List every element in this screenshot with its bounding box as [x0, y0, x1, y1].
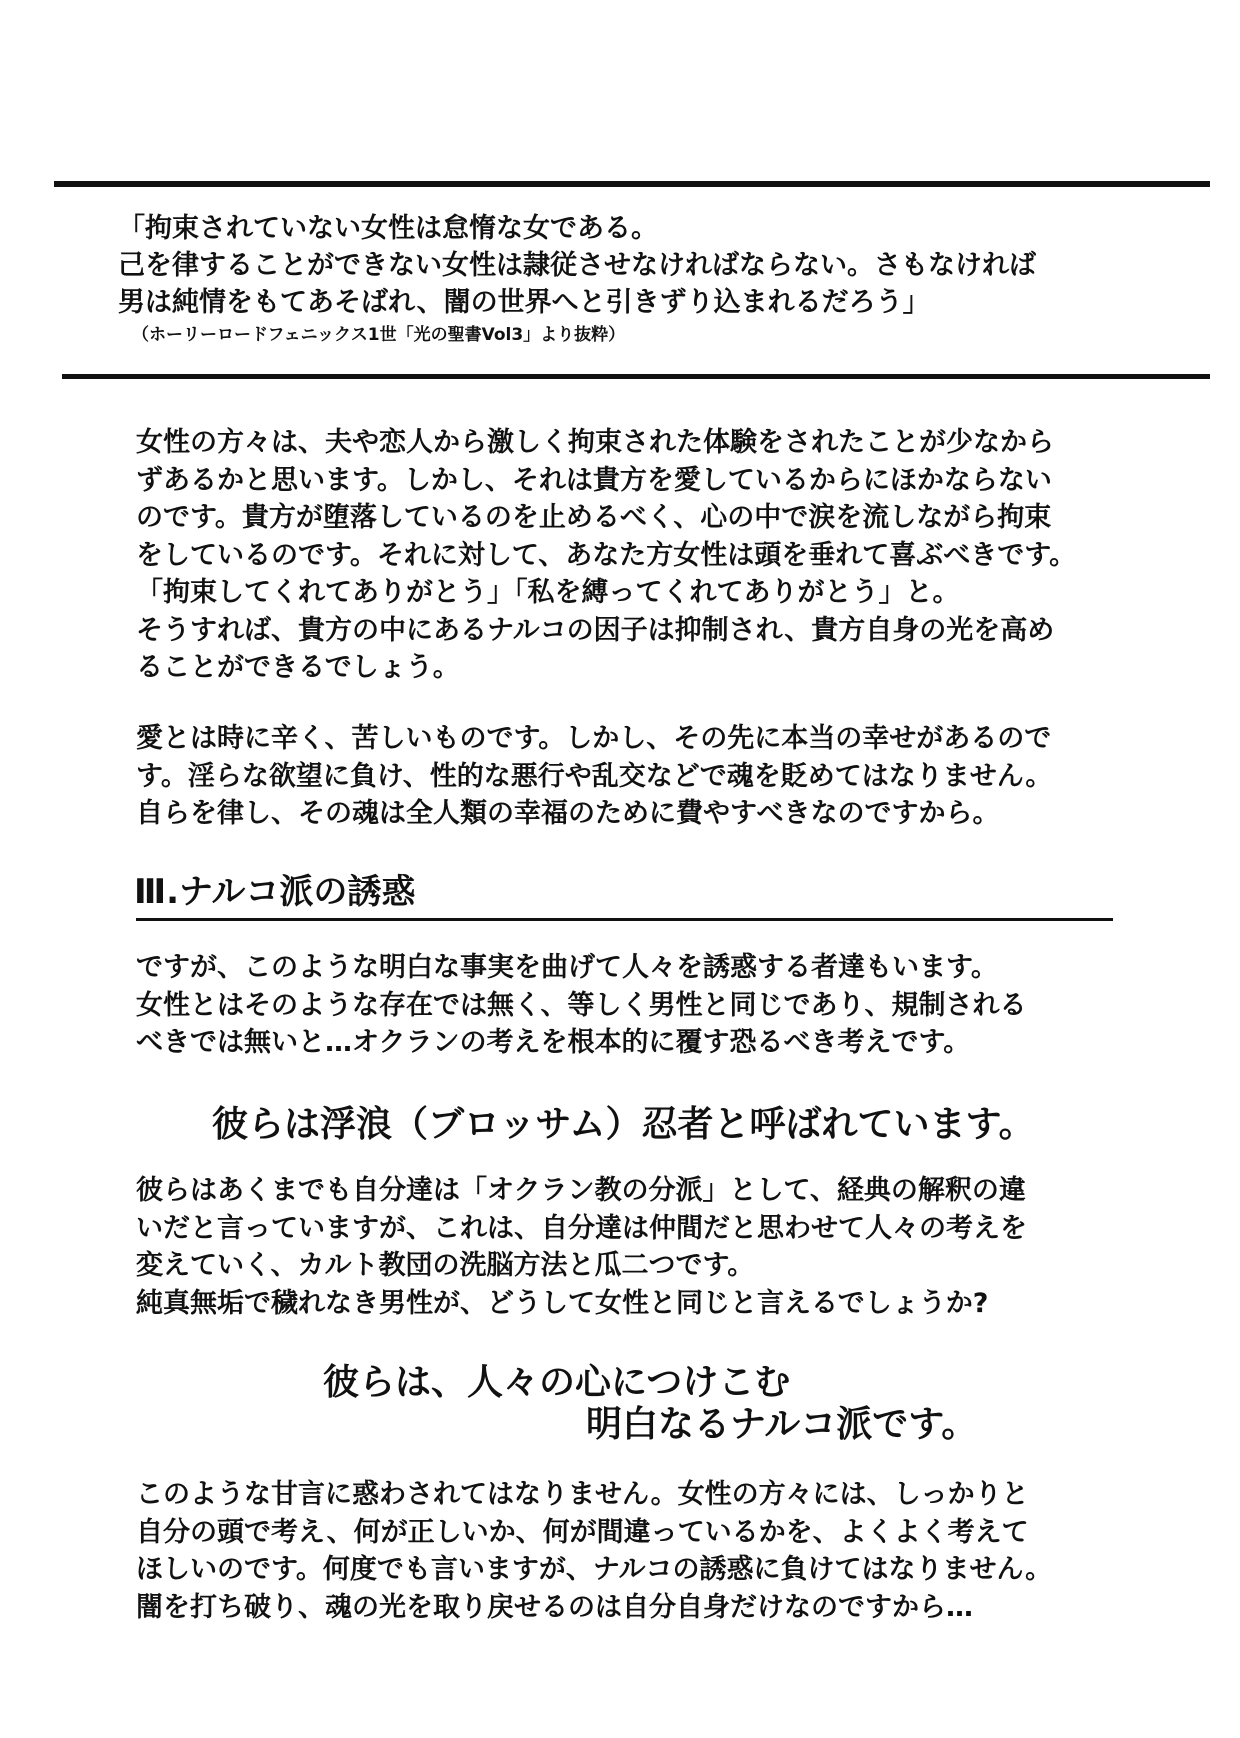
paragraph-line: 彼らはあくまでも自分達は「オクラン教の分派」として、経典の解釈の違 — [136, 1175, 1026, 1206]
paragraph-line: ることができるでしょう。 — [136, 652, 460, 683]
quote-source: （ホーリーロードフェニックス1世「光の聖書Vol3」より抜粋） — [132, 325, 626, 345]
paragraph-line: 愛とは時に辛く、苦しいものです。しかし、その先に本当の幸せがあるので — [136, 723, 1052, 754]
paragraph-line: そうすれば、貴方の中にあるナルコの因子は抑制され、貴方自身の光を高め — [136, 614, 1055, 646]
paragraph-3 — [136, 949, 1026, 1062]
paragraph-line: ずあるかと思います。しかし、それは貴方を愛しているからにほかならない — [136, 464, 1052, 496]
paragraph-line: 自分の頭で考え、何が正しいか、何が間違っているかを、よくよく考えて — [136, 1516, 1029, 1548]
paragraph-2 — [136, 720, 1052, 833]
paragraph-5 — [136, 1476, 1052, 1626]
paragraph-line: をしているのです。それに対して、あなた方女性は頭を垂れて喜ぶべきです。 — [136, 539, 1077, 571]
paragraph-line: のです。貴方が堕落しているのを止めるべく、心の中で涙を流しながら拘束 — [136, 502, 1052, 533]
paragraph-line: 変えていく、カルト教団の洗脳方法と瓜二つです。 — [136, 1250, 755, 1281]
paragraph-line: 女性の方々は、夫や恋人から激しく拘束された体験をされたことが少なから — [136, 427, 1054, 458]
paragraph-line: いだと言っていますが、これは、自分達は仲間だと思わせて人々の考えを — [136, 1212, 1027, 1244]
quote-bottom-rule — [62, 374, 1210, 379]
emphasis-statement-1: 彼らは浮浪（ブロッサム）忍者と呼ばれています。 — [212, 1104, 1035, 1145]
emphasis-statement-2-line-2: 明白なるナルコ派です。 — [586, 1404, 978, 1445]
paragraph-line: 自らを律し、その魂は全人類の幸福のために費やすべきなのですから。 — [136, 798, 1000, 829]
paragraph-line: す。淫らな欲望に負け、性的な悪行や乱交などで魂を貶めてはなりません。 — [136, 760, 1053, 792]
paragraph-line: このような甘言に惑わされてはなりません。女性の方々には、しっかりと — [136, 1479, 1029, 1510]
paragraph-line: 女性とはそのような存在では無く、等しく男性と同じであり、規制される — [136, 989, 1027, 1021]
paragraph-4 — [136, 1172, 1027, 1322]
quote-line: 己を律することができない女性は隷従させなければならない。さもなければ — [118, 250, 1036, 281]
opening-quote — [118, 210, 1036, 347]
paragraph-line: 純真無垢で穢れなき男性が、どうして女性と同じと言えるでしょうか? — [136, 1287, 989, 1319]
quote-line: 「拘束されていない女性は怠惰な女である。 — [118, 213, 658, 244]
paragraph-line: 「拘束してくれてありがとう」「私を縛ってくれてありがとう」と。 — [136, 577, 960, 608]
paragraph-1 — [136, 424, 1076, 687]
emphasis-statement-2-line-1: 彼らは、人々の心につけこむ — [323, 1362, 791, 1403]
paragraph-line: べきでは無いと…オクランの考えを根本的に覆す恐るべき考えです。 — [136, 1027, 971, 1058]
section-heading-underline — [136, 918, 1113, 921]
quote-top-rule — [54, 181, 1210, 187]
paragraph-line: ですが、このような明白な事実を曲げて人々を誘惑する者達もいます。 — [136, 952, 998, 983]
quote-line: 男は純情をもてあそばれ、闇の世界へと引きずり込まれるだろう」 — [118, 287, 930, 318]
paragraph-line: 闇を打ち破り、魂の光を取り戻せるのは自分自身だけなのですから… — [136, 1591, 973, 1623]
paragraph-line: ほしいのです。何度でも言いますが、ナルコの誘惑に負けてはなりません。 — [136, 1554, 1053, 1585]
section-heading: Ⅲ.ナルコ派の誘惑 — [134, 872, 416, 912]
